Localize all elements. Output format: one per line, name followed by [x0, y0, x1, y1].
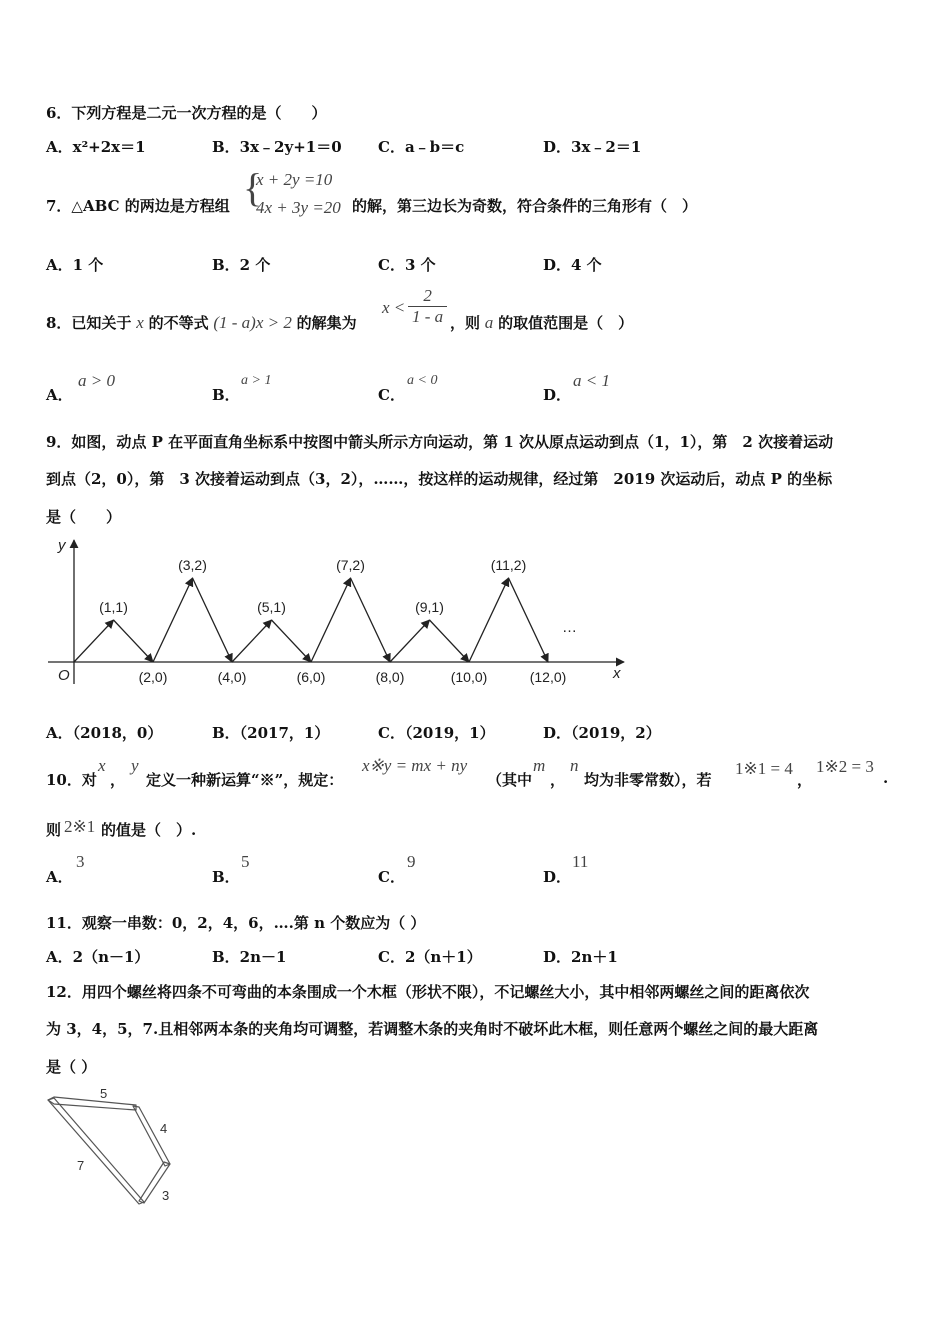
q10-option-b-label: B． — [212, 868, 240, 886]
q8-fraction-denominator: 1 - a — [412, 307, 444, 326]
q7-prefix: 7．△ABC 的两边是方程组 — [46, 197, 230, 215]
q6-option-c: C．a﹣b＝c — [378, 138, 465, 156]
q9-option-c: C．（2019，1） — [378, 724, 495, 742]
q11-option-b: B．2n－1 — [212, 948, 287, 966]
path-segment-5 — [232, 620, 272, 662]
side-label-left: 7 — [77, 1158, 85, 1173]
q10-text-4: 均为非零常数），若 — [584, 771, 712, 789]
q6-option-d: D．3x﹣2＝1 — [543, 138, 642, 156]
q10-line2-text-2: 的值是（ ）. — [101, 821, 197, 839]
q12-wood-frame-figure — [40, 1080, 200, 1210]
q7-suffix: 的解，第三边长为奇数，符合条件的三角形有（ ） — [352, 197, 698, 215]
y-axis-label: y — [58, 537, 66, 554]
q7-option-a: A．1 个 — [46, 256, 104, 274]
q10-var-m: m — [533, 756, 546, 775]
q12-line-3: 是（ ） — [46, 1058, 97, 1076]
point-label-3: (3,2) — [178, 557, 207, 573]
q6-option-b: B．3x﹣2y+1＝0 — [212, 138, 342, 156]
q9-line-1: 9．如图，动点 P 在平面直角坐标系中按图中箭头所示方向运动，第 1 次从原点运动到点（1，1），第 2 次接着运动 — [46, 433, 834, 451]
q10-comma-2: ， — [550, 771, 566, 789]
point-labels — [99, 557, 566, 685]
path-segment-6 — [272, 620, 312, 662]
q10-comma-3: ， — [797, 771, 813, 789]
q10-option-b-value: 5 — [241, 852, 250, 871]
q8-option-d-label: D． — [543, 386, 572, 404]
q8-option-a-label: A． — [46, 386, 73, 404]
q8-var-x: x — [136, 313, 144, 332]
point-label-11: (11,2) — [490, 557, 527, 573]
point-label-2: (2,0) — [138, 669, 168, 685]
q8-option-b-label: B． — [212, 386, 240, 404]
q10-comma-1: ， — [110, 771, 126, 789]
q10-var-n: n — [570, 756, 579, 775]
q10-rule: x※y = mx + ny — [362, 756, 468, 775]
path-segment-12 — [509, 578, 549, 662]
q11-option-a: A．2（n－1） — [46, 948, 150, 966]
point-label-1: (1,1) — [99, 599, 128, 615]
q9-option-b: B．（2017，1） — [212, 724, 330, 742]
q10-expression: 2※1 — [64, 817, 96, 836]
q6-stem: 6．下列方程是二元一次方程的是（ ） — [46, 104, 327, 122]
q10-text-3: （其中 — [487, 771, 533, 789]
q8-text-1: 8．已知关于 — [46, 314, 132, 332]
side-label-top: 5 — [100, 1086, 108, 1101]
q10-text-1: 10．对 — [46, 771, 97, 789]
point-label-10: (10,0) — [450, 669, 488, 685]
point-label-8: (8,0) — [375, 669, 405, 685]
q10-text-2: 定义一种新运算“※”，规定： — [146, 771, 344, 789]
q7-option-b: B．2 个 — [212, 256, 271, 274]
q8-var-a: a — [484, 313, 494, 332]
path-segment-10 — [430, 620, 470, 662]
q10-option-a-label: A． — [46, 868, 73, 886]
q8-inequality: (1 - a)x > 2 — [213, 313, 292, 332]
q10-option-d-value: 11 — [572, 852, 589, 871]
q9-option-d: D．（2019，2） — [543, 724, 661, 742]
q8-text-3: 的解集为 — [296, 314, 357, 332]
q7-option-d: D．4 个 — [543, 256, 602, 274]
q8-option-b-value: a > 1 — [241, 373, 272, 388]
path-segment-2 — [114, 620, 154, 662]
point-label-5: (5,1) — [257, 599, 286, 615]
q12-line-1: 12．用四个螺丝将四条不可弯曲的本条围成一个木框（形状不限），不记螺丝大小，其中相邻两螺丝之间的距离依次 — [46, 983, 810, 1001]
q10-option-a-value: 3 — [76, 852, 85, 871]
q8-text-2: 的不等式 — [148, 314, 209, 332]
q12-line-2: 为 3，4，5，7.且相邻两本条的夹角均可调整，若调整木条的夹角时不破坏此木框，则任意两个螺丝之间的最大距离 — [46, 1020, 819, 1038]
q8-solution-lhs: x < — [382, 298, 406, 317]
q9-option-a: A．（2018，0） — [46, 724, 163, 742]
q8-option-c-label: C． — [378, 386, 405, 404]
point-label-6: (6,0) — [296, 669, 326, 685]
q8-stem-tail — [450, 312, 633, 333]
path-segment-9 — [390, 620, 430, 662]
path-segment-7 — [311, 578, 351, 662]
q10-line2-text-1: 则 — [46, 821, 62, 839]
q11-option-c: C．2（n＋1） — [378, 948, 482, 966]
q8-text-4: ，则 — [450, 314, 481, 332]
q10-condition-2: 1※2 = 3 — [816, 757, 874, 776]
motion-path — [74, 578, 548, 662]
q10-option-d-label: D． — [543, 868, 572, 886]
q11-option-d: D．2n＋1 — [543, 948, 618, 966]
q7-option-c: C．3 个 — [378, 256, 436, 274]
point-label-9: (9,1) — [415, 599, 444, 615]
x-axis-label: x — [613, 665, 621, 682]
side-label-bottom: 3 — [162, 1188, 170, 1203]
path-segment-3 — [153, 578, 193, 662]
q10-var-y: y — [131, 756, 139, 775]
q8-text-5: 的取值范围是（ ） — [498, 314, 634, 332]
frame-bar-left — [48, 1098, 144, 1204]
path-segment-4 — [193, 578, 233, 662]
q8-solution-fraction — [408, 286, 447, 327]
side-label-right: 4 — [160, 1121, 168, 1136]
frame-bar-top — [48, 1097, 136, 1110]
q7-equation-1: x + 2y =10 — [256, 170, 333, 189]
figure-ellipsis: … — [562, 619, 577, 636]
q8-stem-line — [46, 312, 357, 333]
point-label-7: (7,2) — [336, 557, 365, 573]
q11-stem: 11．观察一串数：0，2，4，6，….第 n 个数应为（ ） — [46, 914, 426, 932]
q9-motion-figure — [40, 532, 640, 692]
q7-equation-2: 4x + 3y =20 — [256, 198, 341, 217]
path-segment-1 — [74, 620, 114, 662]
q9-line-2: 到点（2，0），第 3 次接着运动到点（3，2），……，按这样的运动规律，经过第 2019 次运动后，动点 P 的坐标 — [46, 470, 833, 488]
origin-label: O — [58, 667, 70, 684]
q9-line-3: 是（ ） — [46, 508, 122, 526]
point-label-4: (4,0) — [217, 669, 247, 685]
q10-period: . — [883, 769, 889, 787]
system-brace: { — [243, 165, 263, 210]
q10-option-c-value: 9 — [407, 852, 416, 871]
q8-option-c-value: a < 0 — [407, 373, 438, 388]
q6-option-a: A．x²+2x＝1 — [46, 138, 146, 156]
q8-option-d-value: a < 1 — [573, 371, 610, 390]
q10-option-c-label: C． — [378, 868, 405, 886]
frame-bar-right — [133, 1106, 170, 1166]
point-label-12: (12,0) — [529, 669, 567, 685]
q10-condition-1: 1※1 = 4 — [735, 759, 793, 778]
path-segment-8 — [351, 578, 391, 662]
q8-option-a-value: a > 0 — [78, 371, 115, 390]
q8-fraction-numerator: 2 — [408, 286, 447, 307]
path-segment-11 — [469, 578, 509, 662]
q10-var-x: x — [98, 756, 106, 775]
